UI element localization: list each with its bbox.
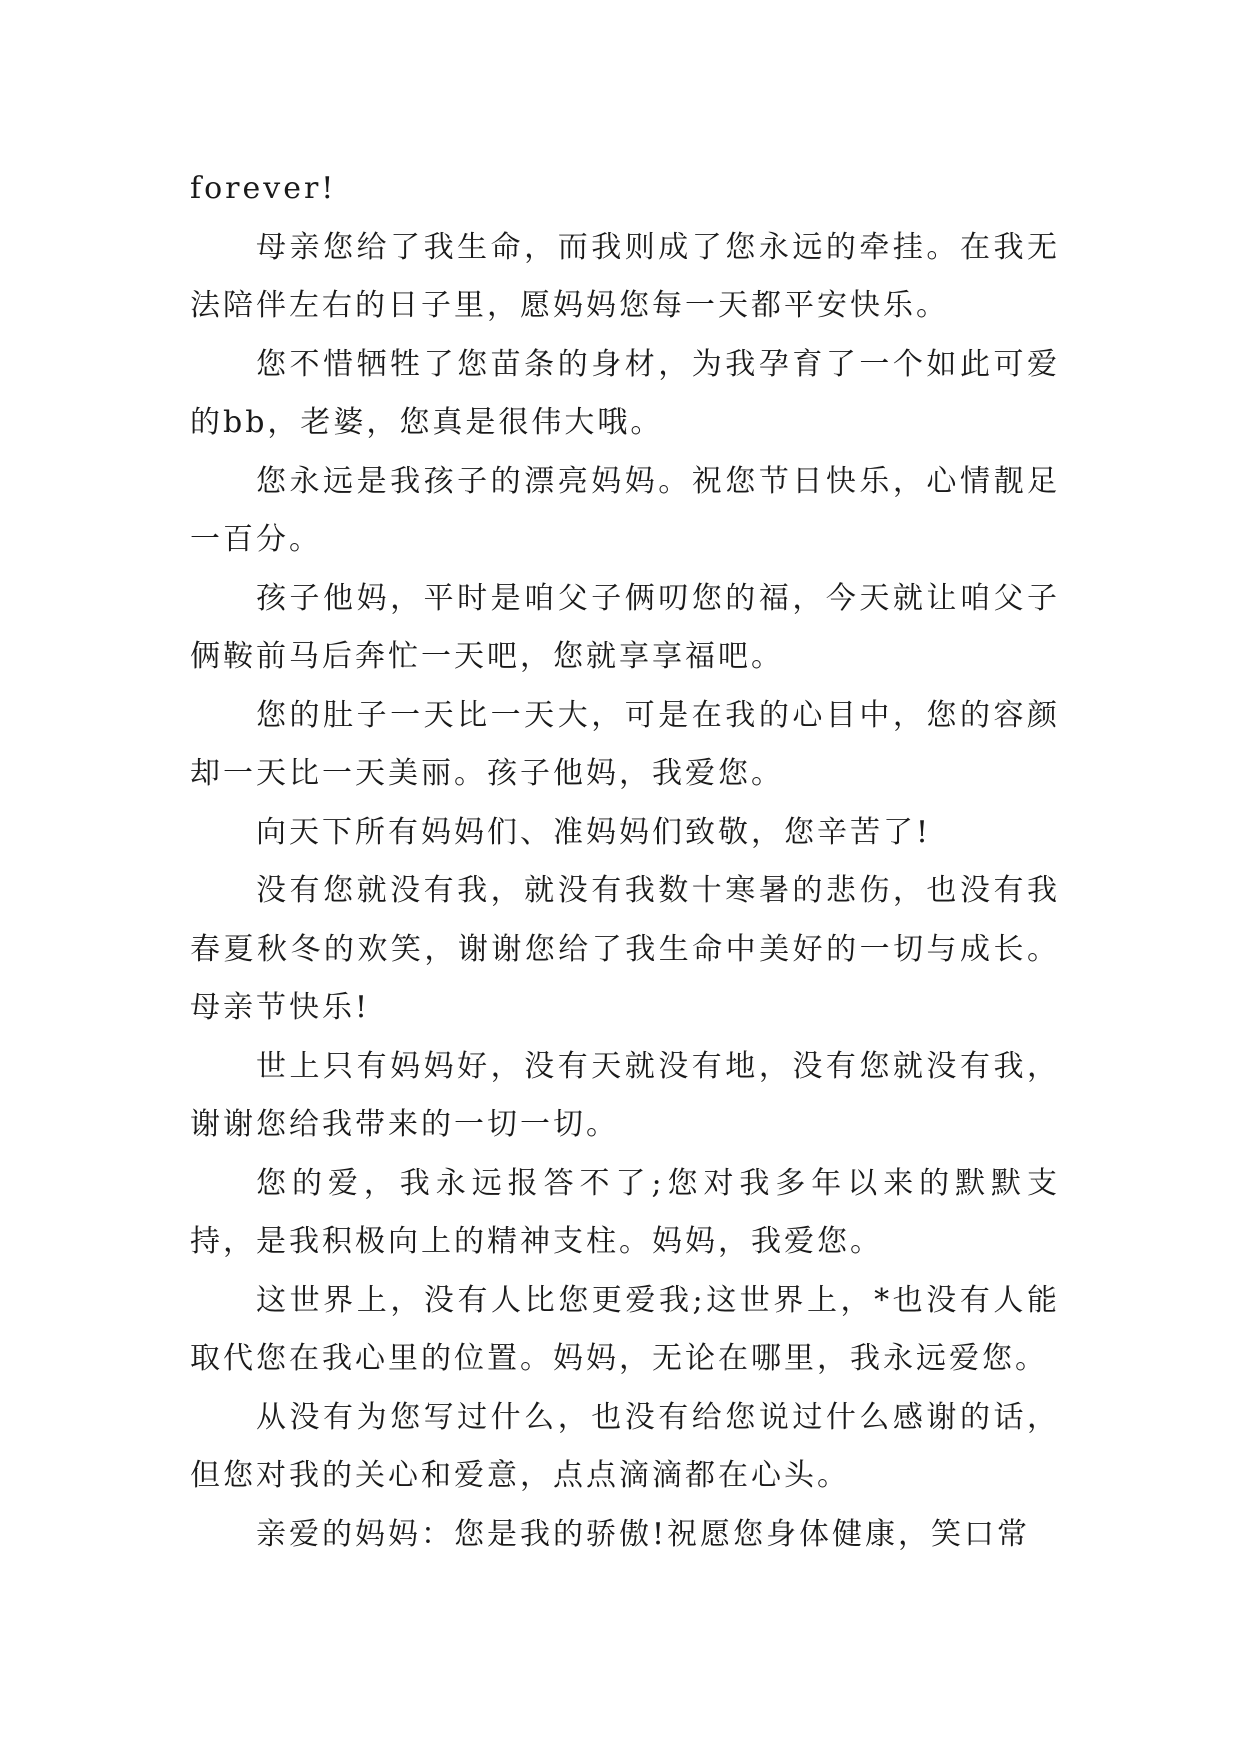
paragraph: 您的肚子一天比一天大，可是在我的心目中，您的容颜却一天比一天美丽。孩子他妈，我爱您。 (190, 697, 1060, 791)
paragraph: 向天下所有妈妈们、准妈妈们致敬，您辛苦了! (256, 814, 932, 850)
paragraph: 这世界上，没有人比您更爱我;这世界上，*也没有人能取代您在我心里的位置。妈妈，无论在哪里，我永远爱您。 (190, 1282, 1060, 1376)
paragraph: 母亲您给了我生命，而我则成了您永远的牵挂。在我无法陪伴左右的日子里，愿妈妈您每一天都平安快乐。 (190, 229, 1060, 323)
paragraph: 您永远是我孩子的漂亮妈妈。祝您节日快乐，心情靓足一百分。 (190, 463, 1060, 557)
paragraph: 您的爱，我永远报答不了;您对我多年以来的默默支持，是我积极向上的精神支柱。妈妈，我爱您。 (190, 1165, 1060, 1259)
paragraph: 孩子他妈，平时是咱父子俩叨您的福，今天就让咱父子俩鞍前马后奔忙一天吧，您就享享福吧。 (190, 580, 1060, 674)
paragraph: forever! (190, 171, 337, 206)
paragraph: 没有您就没有我，就没有我数十寒暑的悲伤，也没有我春夏秋冬的欢笑，谢谢您给了我生命中美好的一切与成长。母亲节快乐! (190, 873, 1060, 1025)
paragraph: 您不惜牺牲了您苗条的身材，为我孕育了一个如此可爱的bb，老婆，您真是很伟大哦。 (190, 346, 1060, 440)
paragraph: 从没有为您写过什么，也没有给您说过什么感谢的话，但您对我的关心和爱意，点点滴滴都在心头。 (190, 1399, 1060, 1493)
paragraph: 亲爱的妈妈：您是我的骄傲!祝愿您身体健康，笑口常 (256, 1516, 1031, 1552)
paragraph: 世上只有妈妈好，没有天就没有地，没有您就没有我，谢谢您给我带来的一切一切。 (190, 1048, 1060, 1142)
document-body (190, 160, 1060, 1564)
